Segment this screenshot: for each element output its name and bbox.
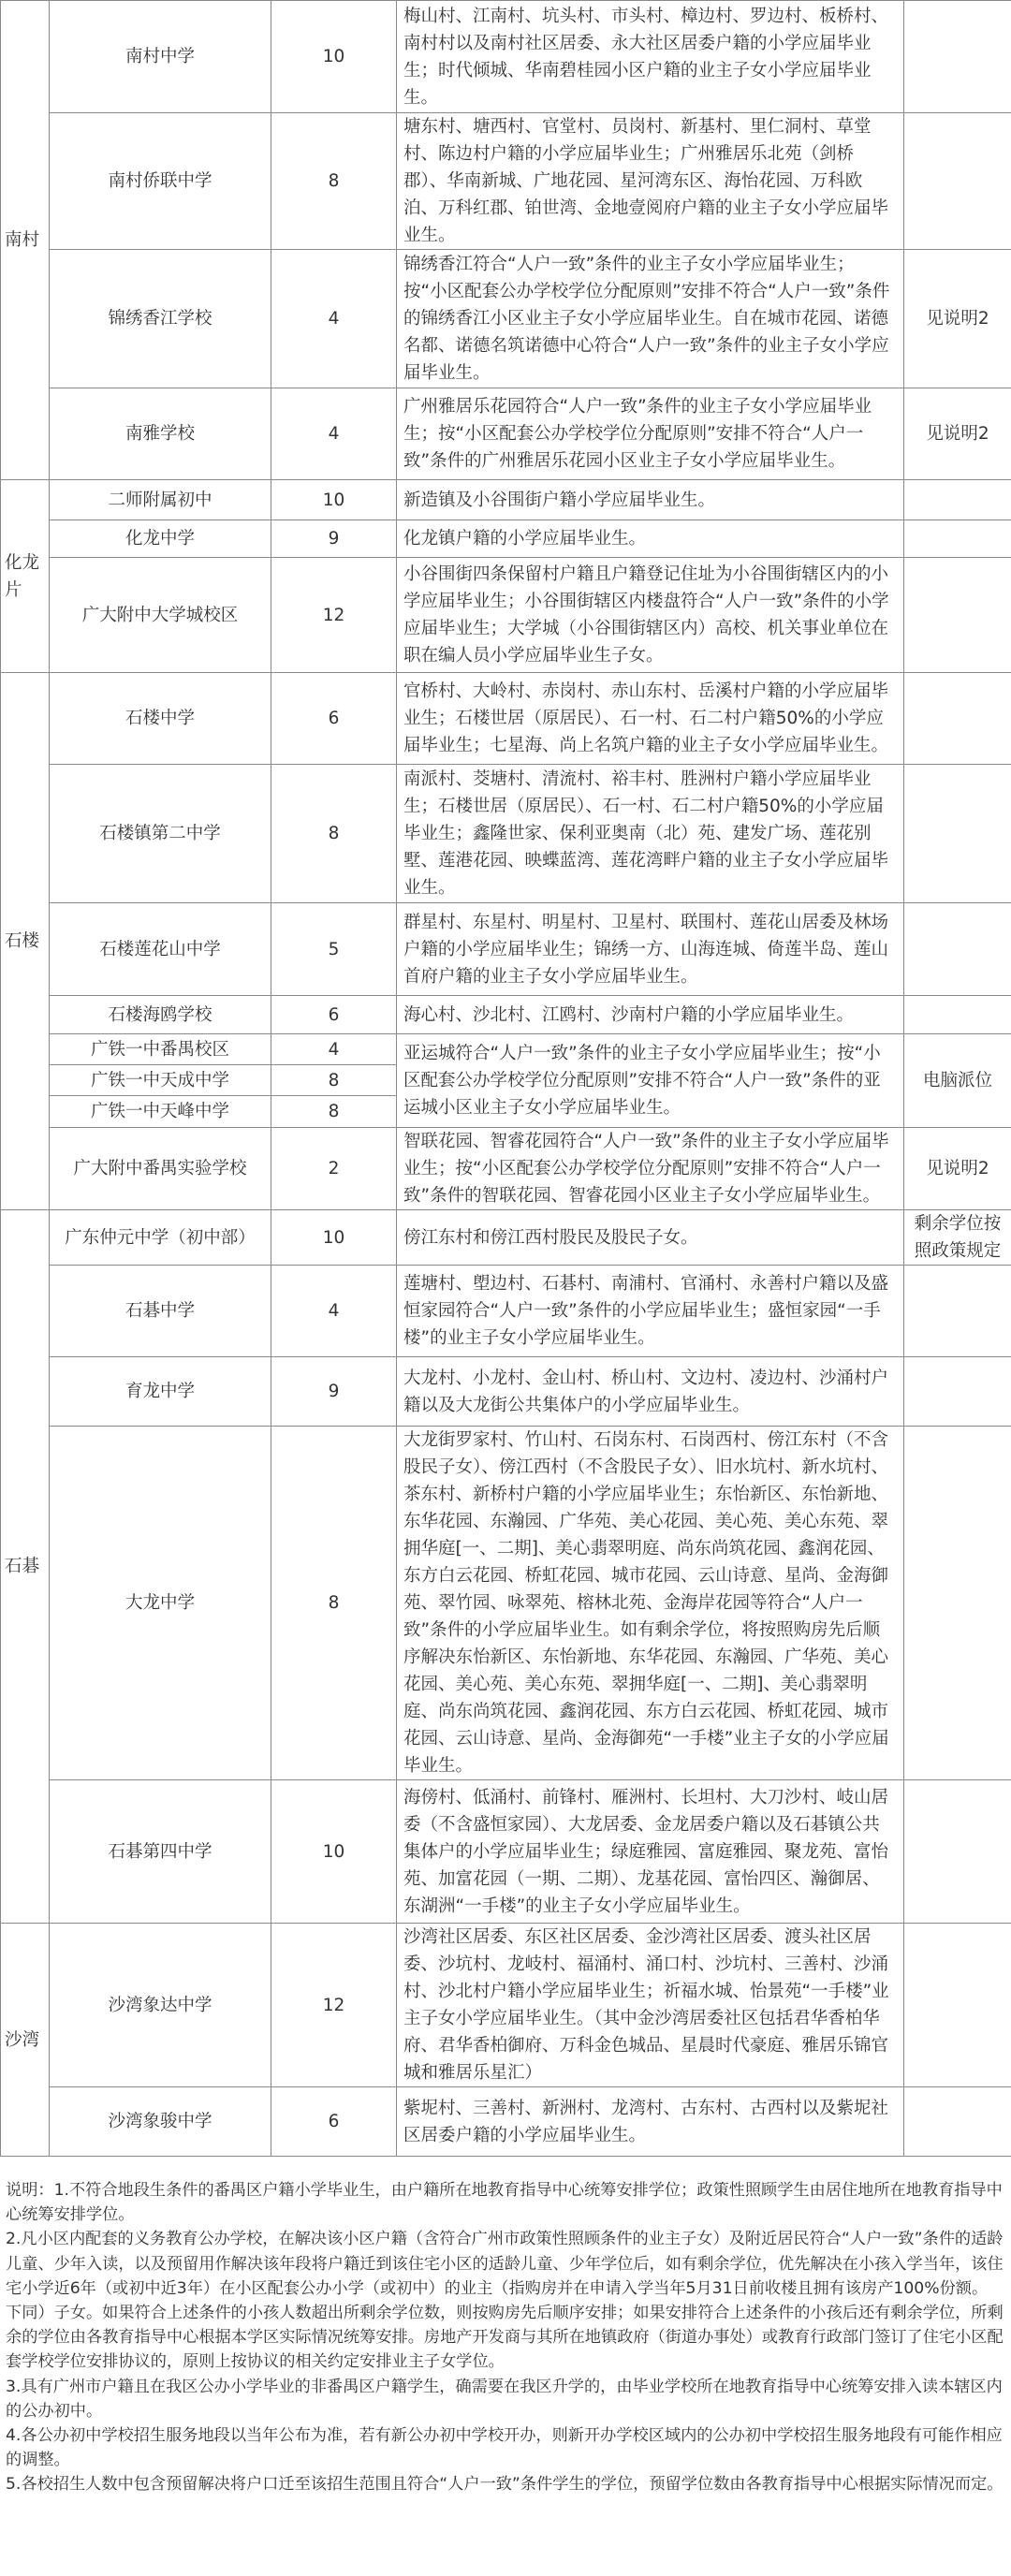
school-name: 石楼海鸥学校 (50, 996, 271, 1034)
note-3: 3.具有广州市户籍且在我区公办小学毕业的非番禺区户籍学生，确需要在我区升学的，由毕业学校所在地教育指导中心统筹安排入读本辖区内的公办初中。 (6, 2377, 1003, 2421)
table-row (1, 1, 1011, 113)
school-name: 石楼莲花山中学 (50, 903, 271, 996)
remark (904, 673, 1011, 765)
school-name: 广铁一中天成中学 (50, 1065, 271, 1096)
enroll-count: 10 (271, 480, 397, 520)
school-name: 广铁一中天峰中学 (50, 1096, 271, 1128)
remark: 见说明2 (904, 1128, 1011, 1210)
note-1: 说明：1.不符合地段生条件的番禺区户籍小学毕业生，由户籍所在地教育指导中心统筹安排学位；政策性照顾学生由居住地所在地教育指导中心统筹安排学位。 (6, 2181, 1003, 2225)
admission-range: 莲塘村、塱边村、石碁村、南浦村、官涌村、永善村户籍以及盛恒家园符合“人户一致”条件的小学应届毕业生；盛恒家园“一手楼”的业主子女小学应届毕业生。 (397, 1266, 904, 1357)
enroll-count: 4 (271, 388, 397, 480)
table-row (1, 1266, 1011, 1357)
note-5: 5.各校招生人数中包含预留解决将户口迁至该招生范围且符合“人户一致”条件学生的学位，预留学位数由各教育指导中心根据实际情况而定。 (6, 2475, 1004, 2495)
admission-range: 化龙镇户籍的小学应届毕业生。 (397, 520, 904, 558)
school-name: 广大附中番禺实验学校 (50, 1128, 271, 1210)
remark: 剩余学位按照政策规定 (904, 1210, 1011, 1266)
enroll-count: 8 (271, 113, 397, 250)
note-4: 4.各公办初中学校招生服务地段以当年公布为准，若有新公办初中学校开办，则新开办学校区域内的公办初中学校招生服务地段有可能作相应的调整。 (6, 2426, 1003, 2470)
table-row (1, 250, 1011, 388)
school-name: 沙湾象骏中学 (50, 2087, 271, 2157)
remark (904, 113, 1011, 250)
school-name: 石楼中学 (50, 673, 271, 765)
remark: 电脑派位 (904, 1034, 1011, 1128)
school-name: 南村侨联中学 (50, 113, 271, 250)
enroll-count: 6 (271, 2087, 397, 2157)
remark (904, 558, 1011, 673)
enroll-count: 4 (271, 250, 397, 388)
remark (904, 1, 1011, 113)
table-row (1, 1357, 1011, 1427)
remark (904, 520, 1011, 558)
admission-range: 海心村、沙北村、江鸥村、沙南村户籍的小学应届毕业生。 (397, 996, 904, 1034)
table-row (1, 1034, 1011, 1065)
admission-range: 傍江东村和傍江西村股民及股民子女。 (397, 1210, 904, 1266)
admission-range: 群星村、东星村、明星村、卫星村、联围村、莲花山居委及林场户籍的小学应届毕业生；锦绣一方、山海连城、倚莲半岛、莲山首府户籍的业主子女小学应届毕业生。 (397, 903, 904, 996)
school-name: 育龙中学 (50, 1357, 271, 1427)
admission-range: 小谷围街四条保留村户籍且户籍登记住址为小谷围街辖区内的小学应届毕业生；小谷围街辖区内楼盘符合“人户一致”条件的小学应届毕业生；大学城（小谷围街辖区内）高校、机关事业单位在职在编人员小学应届毕业生子女。 (397, 558, 904, 673)
table-row (1, 1128, 1011, 1210)
remark (904, 996, 1011, 1034)
table-row (1, 388, 1011, 480)
school-name: 石碁中学 (50, 1266, 271, 1357)
admission-range: 大龙街罗家村、竹山村、石岗东村、石岗西村、傍江东村（不含股民子女）、傍江西村（不含股民子女）、旧水坑村、新水坑村、茶东村、新桥村户籍的小学应届毕业生；东怡新区、东怡新地、东华花园、东瀚园、广华苑、美心花园、美心苑、美心东苑、翠拥华庭[一、二期]、美心翡翠明庭、尚东尚筑花园、鑫润花园、东方白云花园、桥虹花园、城市花园、云山诗意、星尚、金海御苑、翠竹园、咏翠苑、榕林北苑、金海岸花园等符合“人户一致”条件的小学应届毕业生。如有剩余学位，将按照购房先后顺序解决东怡新区、东怡新地、东华花园、东瀚园、广华苑、美心花园、美心苑、美心东苑、翠拥华庭[一、二期]、美心翡翠明庭、尚东尚筑花园、鑫润花园、东方白云花园、桥虹花园、城市花园、云山诗意、星尚、金海御苑“一手楼”业主子女的小学应届毕业生。 (397, 1427, 904, 1780)
school-name: 化龙中学 (50, 520, 271, 558)
admission-range: 广州雅居乐花园符合“人户一致”条件的业主子女小学应届毕业生；按“小区配套公办学校学位分配原则”安排不符合“人户一致”条件的广州雅居乐花园小区业主子女小学应届毕业生。 (397, 388, 904, 480)
admission-range: 大龙村、小龙村、金山村、桥山村、文边村、凌边村、沙涌村户籍以及大龙街公共集体户的小学应届毕业生。 (397, 1357, 904, 1427)
table-row (1, 2087, 1011, 2157)
school-name: 广大附中大学城校区 (50, 558, 271, 673)
remark: 见说明2 (904, 388, 1011, 480)
enroll-count: 8 (271, 1096, 397, 1128)
remark (904, 2087, 1011, 2157)
admission-range: 新造镇及小谷围街户籍小学应届毕业生。 (397, 480, 904, 520)
enroll-count: 12 (271, 558, 397, 673)
school-name: 石碁第四中学 (50, 1780, 271, 1924)
enroll-count: 8 (271, 765, 397, 903)
table-row (1, 903, 1011, 996)
remark (904, 1924, 1011, 2087)
school-name: 沙湾象达中学 (50, 1924, 271, 2087)
school-name: 二师附属初中 (50, 480, 271, 520)
school-name: 石楼镇第二中学 (50, 765, 271, 903)
remark (904, 1357, 1011, 1427)
table-row (1, 1780, 1011, 1924)
enroll-count: 2 (271, 1128, 397, 1210)
school-name: 广东仲元中学（初中部） (50, 1210, 271, 1266)
area-nancun: 南村 (1, 1, 50, 480)
admission-range: 锦绣香江符合“人户一致”条件的业主子女小学应届毕业生；按“小区配套公办学校学位分配原则”安排不符合“人户一致”条件的锦绣香江小区业主子女小学应届毕业生。自在城市花园、诺德名都、诺德名筑诺德中心符合“人户一致”条件的业主子女小学应届毕业生。 (397, 250, 904, 388)
remark (904, 1780, 1011, 1924)
area-shiji: 石碁 (1, 1210, 50, 1924)
enroll-count: 6 (271, 673, 397, 765)
school-name: 南雅学校 (50, 388, 271, 480)
enroll-count: 10 (271, 1780, 397, 1924)
remark (904, 765, 1011, 903)
table-row (1, 1924, 1011, 2087)
note-2: 2.凡小区内配套的义务教育公办学校，在解决该小区户籍（含符合广州市政策性照顾条件的业主子女）及附近居民符合“人户一致”条件的适龄儿童、少年入读，以及预留用作解决该年段将户籍迁到该住宅小区的适龄儿童、少年学位后，如有剩余学位，优先解决在小孩入学当年，该住宅小学近6年（或初中近3年）在小区配套公办小学（或初中）的业主（指购房并在申请入学当年5月31日前收楼且拥有该房产100%份额。下同）子女。如果符合上述条件的小孩人数超出所剩余学位数，则按购房先后顺序安排；如果安排符合上述条件的小孩后还有剩余学位，所剩余的学位由各教育指导中心根据本学区实际情况统筹安排。房地产开发商与其所在地镇政府（街道办事处）或教育行政部门签订了住宅小区配套学校学位安排协议的，原则上按协议的相关约定安排业主子女学位。 (6, 2230, 1004, 2372)
admission-range: 塘东村、塘西村、官堂村、员岗村、新基村、里仁洞村、草堂村、陈边村户籍的小学应届毕业生；广州雅居乐北苑（剑桥郡）、华南新城、广地花园、星河湾东区、海怡花园、万科欧泊、万科红郡、铂世湾、金地壹阅府户籍的业主子女小学应届毕业生。 (397, 113, 904, 250)
admission-range: 海傍村、低涌村、前锋村、雁洲村、长坦村、大刀沙村、岐山居委（不含盛恒家园）、大龙居委、金龙居委户籍以及石碁镇公共集体户的小学应届毕业生；绿庭雅园、富庭雅园、聚龙苑、富怡苑、加富花园（一期、二期）、龙基花园、富怡四区、瀚御居、东湖洲“一手楼”的业主子女小学应届毕业生。 (397, 1780, 904, 1924)
enroll-count: 4 (271, 1034, 397, 1065)
area-shawan: 沙湾 (1, 1924, 50, 2157)
school-name: 大龙中学 (50, 1427, 271, 1780)
admission-range: 亚运城符合“人户一致”条件的业主子女小学应届毕业生；按“小区配套公办学校学位分配原则”安排不符合“人户一致”条件的亚运城小区业主子女小学应届毕业生。 (397, 1034, 904, 1128)
table-row (1, 673, 1011, 765)
table-row (1, 1427, 1011, 1780)
admission-range: 紫坭村、三善村、新洲村、龙湾村、古东村、古西村以及紫坭社区居委户籍的小学应届毕业生。 (397, 2087, 904, 2157)
enroll-count: 9 (271, 1357, 397, 1427)
enroll-count: 12 (271, 1924, 397, 2087)
notes-section (6, 2178, 1004, 2497)
table-row (1, 520, 1011, 558)
enroll-count: 8 (271, 1427, 397, 1780)
admission-range: 官桥村、大岭村、赤岗村、赤山东村、岳溪村户籍的小学应届毕业生；石楼世居（原居民）、石一村、石二村户籍50%的小学应届毕业生；七星海、尚上名筑户籍的业主子女小学应届毕业生。 (397, 673, 904, 765)
remark (904, 480, 1011, 520)
table-row (1, 558, 1011, 673)
enroll-count: 9 (271, 520, 397, 558)
table-row (1, 113, 1011, 250)
table-row (1, 765, 1011, 903)
admission-range: 沙湾社区居委、东区社区居委、金沙湾社区居委、渡头社区居委、沙坑村、龙岐村、福涌村、涌口村、沙坑村、三善村、沙涌村、沙北村户籍小学应届毕业生；祈福水城、怡景苑“一手楼”业主子女小学应届毕业生。（其中金沙湾居委社区包括君华香柏华府、君华香柏御府、万科金色城品、星晨时代豪庭、雅居乐锦官城和雅居乐星汇） (397, 1924, 904, 2087)
remark (904, 1266, 1011, 1357)
area-hualong: 化龙片 (1, 480, 50, 673)
admission-range: 南派村、茭塘村、清流村、裕丰村、胜洲村户籍小学应届毕业生；石楼世居（原居民）、石一村、石二村户籍50%的小学应届毕业生；鑫隆世家、保利亚奥南（北）苑、建发广场、莲花别墅、莲港花园、映蝶蓝湾、莲花湾畔户籍的业主子女小学应届毕业生。 (397, 765, 904, 903)
enroll-count: 8 (271, 1065, 397, 1096)
enroll-count: 5 (271, 903, 397, 996)
table-row (1, 1210, 1011, 1266)
remark (904, 903, 1011, 996)
table-row (1, 996, 1011, 1034)
school-name: 锦绣香江学校 (50, 250, 271, 388)
remark: 见说明2 (904, 250, 1011, 388)
table-row (1, 480, 1011, 520)
enroll-count: 4 (271, 1266, 397, 1357)
enroll-count: 10 (271, 1, 397, 113)
remark (904, 1427, 1011, 1780)
enroll-count: 6 (271, 996, 397, 1034)
admission-range: 梅山村、江南村、坑头村、市头村、樟边村、罗边村、板桥村、南村村以及南村社区居委、永大社区居委户籍的小学应届毕业生；时代倾城、华南碧桂园小区户籍的业主子女小学应届毕业生。 (397, 1, 904, 113)
enroll-count: 10 (271, 1210, 397, 1266)
school-name: 南村中学 (50, 1, 271, 113)
admission-range: 智联花园、智睿花园符合“人户一致”条件的业主子女小学应届毕业生；按“小区配套公办学校学位分配原则”安排不符合“人户一致”条件的智联花园、智睿花园小区业主子女小学应届毕业生。 (397, 1128, 904, 1210)
school-name: 广铁一中番禺校区 (50, 1034, 271, 1065)
area-shilou: 石楼 (1, 673, 50, 1210)
